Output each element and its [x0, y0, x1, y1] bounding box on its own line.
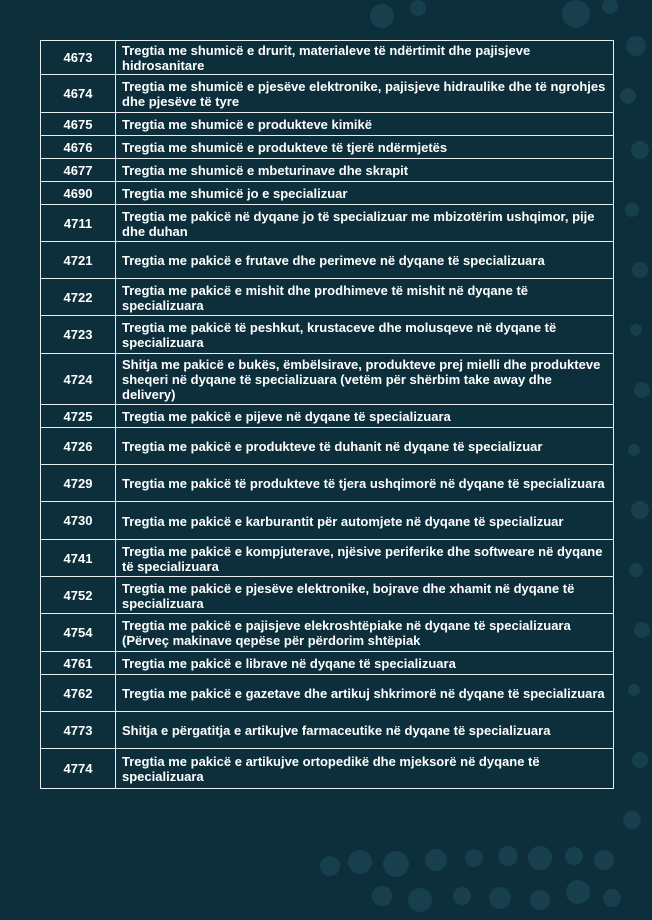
- activity-code-cell: 4725: [41, 405, 116, 428]
- table-row: [41, 75, 614, 113]
- activity-code-cell: 4730: [41, 502, 116, 540]
- table-row: [41, 354, 614, 405]
- activity-description-cell: Tregtia me pakicë e gazetave dhe artikuj shkrimorë në dyqane të specializuara: [116, 675, 614, 712]
- activity-description-cell: Tregtia me pakicë e karburantit për automjete në dyqane të specializuar: [116, 502, 614, 540]
- activity-code-cell: 4674: [41, 75, 116, 113]
- table-row: [41, 136, 614, 159]
- activity-code-cell: 4754: [41, 614, 116, 652]
- activity-description-cell: Tregtia me pakicë në dyqane jo të specializuar me mbizotërim ushqimor, pije dhe duhan: [116, 205, 614, 242]
- activity-description-cell: Tregtia me shumicë e produkteve kimikë: [116, 113, 614, 136]
- table-row: [41, 577, 614, 614]
- activity-codes-table-container: [40, 40, 614, 789]
- activity-code-cell: 4741: [41, 540, 116, 577]
- activity-description-cell: Tregtia me pakicë e artikujve ortopedikë dhe mjeksorë në dyqane të specializuara: [116, 749, 614, 789]
- table-row: [41, 205, 614, 242]
- table-row: [41, 279, 614, 316]
- activity-code-cell: 4774: [41, 749, 116, 789]
- activity-description-cell: Tregtia me shumicë e mbeturinave dhe skrapit: [116, 159, 614, 182]
- activity-code-cell: 4690: [41, 182, 116, 205]
- activity-code-cell: 4675: [41, 113, 116, 136]
- activity-code-cell: 4752: [41, 577, 116, 614]
- activity-description-cell: Tregtia me shumicë jo e specializuar: [116, 182, 614, 205]
- activity-description-cell: Shitja e përgatitja e artikujve farmaceutike në dyqane të specializuara: [116, 712, 614, 749]
- activity-code-cell: 4761: [41, 652, 116, 675]
- activity-description-cell: Tregtia me pakicë e mishit dhe prodhimeve të mishit në dyqane të specializuara: [116, 279, 614, 316]
- activity-description-cell: Tregtia me pakicë e pijeve në dyqane të specializuara: [116, 405, 614, 428]
- table-row: [41, 242, 614, 279]
- activity-description-cell: Shitja me pakicë e bukës, ëmbëlsirave, produkteve prej mielli dhe produkteve sheqeri në dyqane të specializuara (vetëm për shërbim take away dhe delivery): [116, 354, 614, 405]
- activity-description-cell: Tregtia me pakicë e pjesëve elektronike, bojrave dhe xhamit në dyqane të specializuara: [116, 577, 614, 614]
- table-row: [41, 316, 614, 354]
- activity-code-cell: 4711: [41, 205, 116, 242]
- table-row: [41, 41, 614, 75]
- activity-code-cell: 4673: [41, 41, 116, 75]
- table-row: [41, 159, 614, 182]
- activity-description-cell: Tregtia me pakicë të produkteve të tjera ushqimorë në dyqane të specializuara: [116, 465, 614, 502]
- activity-description-cell: Tregtia me pakicë të peshkut, krustaceve dhe molusqeve në dyqane të specializuara: [116, 316, 614, 354]
- activity-code-cell: 4729: [41, 465, 116, 502]
- activity-code-cell: 4721: [41, 242, 116, 279]
- activity-description-cell: Tregtia me shumicë e drurit, materialeve të ndërtimit dhe pajisjeve hidrosanitare: [116, 41, 614, 75]
- activity-code-cell: 4773: [41, 712, 116, 749]
- activity-codes-table: [40, 40, 614, 789]
- activity-code-cell: 4677: [41, 159, 116, 182]
- activity-code-cell: 4723: [41, 316, 116, 354]
- activity-description-cell: Tregtia me pakicë e pajisjeve elekroshtëpiake në dyqane të specializuara (Përveç makinave qepëse për përdorim shtëpiak: [116, 614, 614, 652]
- table-row: [41, 675, 614, 712]
- table-row: [41, 712, 614, 749]
- table-body: [41, 41, 614, 789]
- table-row: [41, 465, 614, 502]
- activity-description-cell: Tregtia me pakicë e frutave dhe perimeve në dyqane të specializuara: [116, 242, 614, 279]
- activity-code-cell: 4726: [41, 428, 116, 465]
- table-row: [41, 652, 614, 675]
- table-row: [41, 749, 614, 789]
- activity-description-cell: Tregtia me pakicë e librave në dyqane të specializuara: [116, 652, 614, 675]
- table-row: [41, 502, 614, 540]
- activity-code-cell: 4676: [41, 136, 116, 159]
- table-row: [41, 405, 614, 428]
- activity-description-cell: Tregtia me shumicë e produkteve të tjerë ndërmjetës: [116, 136, 614, 159]
- table-row: [41, 428, 614, 465]
- activity-code-cell: 4722: [41, 279, 116, 316]
- table-row: [41, 113, 614, 136]
- table-row: [41, 614, 614, 652]
- activity-description-cell: Tregtia me pakicë e kompjuterave, njësive periferike dhe softweare në dyqane të specializuara: [116, 540, 614, 577]
- activity-code-cell: 4724: [41, 354, 116, 405]
- activity-description-cell: Tregtia me shumicë e pjesëve elektronike, pajisjeve hidraulike dhe të ngrohjes dhe pjesëve të tyre: [116, 75, 614, 113]
- table-row: [41, 182, 614, 205]
- activity-description-cell: Tregtia me pakicë e produkteve të duhanit në dyqane të specializuar: [116, 428, 614, 465]
- table-row: [41, 540, 614, 577]
- activity-code-cell: 4762: [41, 675, 116, 712]
